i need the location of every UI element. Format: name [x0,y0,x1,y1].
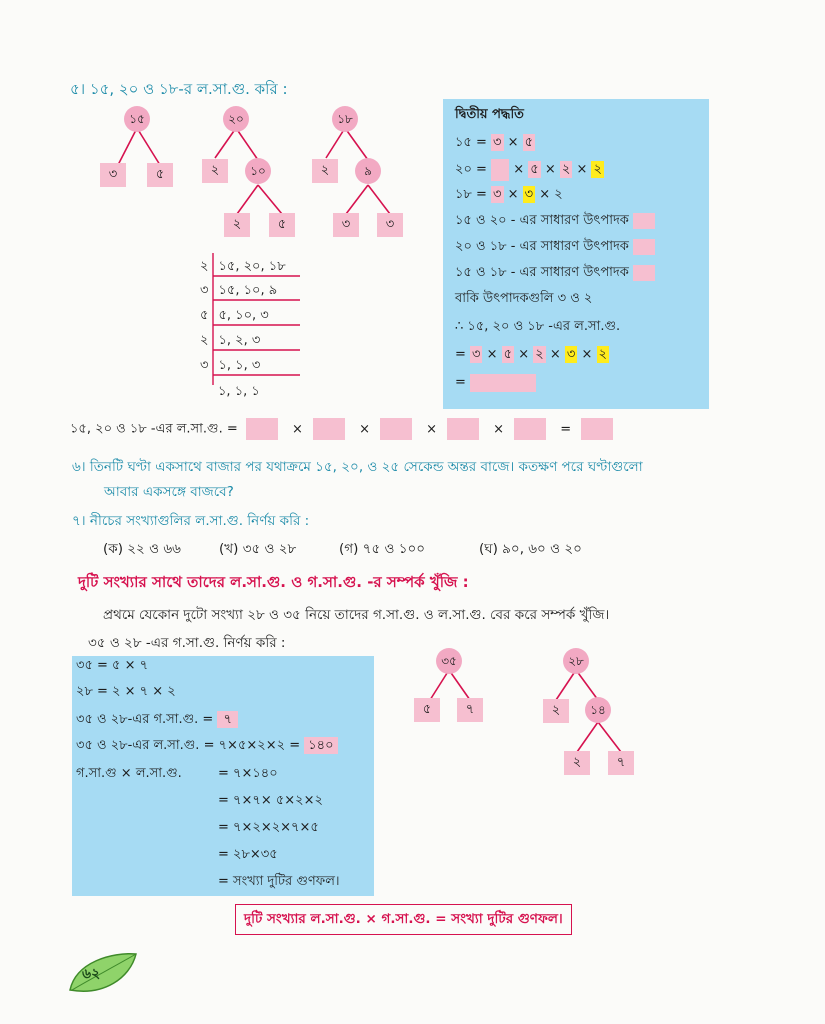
divisor: ২ [200,259,209,274]
answer-box[interactable] [313,418,345,440]
answer-box[interactable] [470,374,536,392]
q7-item: (খ) ৩৫ ও ২৮ [219,541,297,557]
answer-box[interactable] [633,239,655,255]
row-label: ১৫ = [455,135,487,150]
product-step: = ২৮×৩৫ [218,847,278,862]
tree-20-leaf: ২ [224,213,250,237]
common-factor-label: ১৫ ও ২০ - এর সাধারণ উৎপাদক [455,213,629,228]
gcd-value: ৭ [217,711,237,728]
factor: ২ [535,347,544,362]
q7-item: (গ) ৭৫ ও ১০০ [339,541,426,557]
conclusion-box: দুটি সংখ্যার ল.সা.গু. × গ.সা.গু. = সংখ্যা দুটির গুণফল। [235,904,572,935]
divisor: ৩ [200,358,209,373]
tree-18-root: ১৮ [332,106,358,132]
dividend: ১, ১, ১ [218,384,260,399]
answer-box[interactable] [633,213,655,229]
tree-35-leaf: ৭ [457,698,483,722]
dividend: ১৫, ২০, ১৮ [218,259,286,274]
product-step: = ৭×৭× ৫×২×২ [218,793,323,808]
factor: ৩ [472,347,481,362]
row-label: ১৮ = [455,187,487,202]
question-6-line1: ৬। তিনটি ঘণ্টা একসাথে বাজার পর যথাক্রমে ১৫, ২০, ও ২৫ সেকেন্ড অন্তর বাজে। কতক্ষণ পরে ঘণ্টাগুলো [72,459,643,475]
divisor: ৩ [200,283,209,298]
tree-20-left: ২ [202,159,228,183]
q7-item: (ক) ২২ ও ৬৬ [103,541,181,557]
row-label: ২০ = [455,162,487,177]
tree-28-left: ২ [543,699,569,723]
tree-18-left: ২ [312,159,338,183]
tree-28-root: ২৮ [563,648,589,674]
factor: ৩ [524,187,534,202]
dividend: ৫, ১০, ৩ [218,308,269,323]
divisor: ২ [200,333,209,348]
tree-28-leaf: ৭ [608,751,634,775]
factor: ৫ [503,347,513,362]
section-heading: দুটি সংখ্যার সাথে তাদের ল.সা.গু. ও গ.সা.গু. -র সম্পর্ক খুঁজি : [78,573,469,591]
tree-18-leaf: ৩ [333,213,359,237]
answer-box[interactable] [447,418,479,440]
therefore-line: ∴ ১৫, ২০ ও ১৮ -এর ল.সা.গু. [455,319,621,334]
dividend: ১৫, ১০, ৯ [218,283,278,298]
answer-box[interactable] [246,418,278,440]
gcd-lcm-panel [72,656,374,896]
section-intro: প্রথমে যেকোন দুটো সংখ্যা ২৮ ও ৩৫ নিয়ে তাদের গ.সা.গু. ও ল.সা.গু. বের করে সম্পর্ক খুঁজি। [103,607,610,623]
factor: ২ [554,187,563,202]
product-step: = সংখ্যা দুটির গুণফল। [218,874,340,889]
tree-20-node: ১০ [245,158,271,184]
product-step: = ৭×১৪০ [218,766,278,781]
leaf-icon [66,948,146,998]
common-factor-label: ২০ ও ১৮ - এর সাধারণ উৎপাদক [455,239,629,254]
lcm-fill-line: ১৫, ২০ ও ১৮ -এর ল.সা.গু. = × × × × = [70,418,613,441]
answer-box[interactable] [633,265,655,281]
question-6-line2: আবার একসঙ্গে বাজবে? [104,484,234,500]
tree-35-root: ৩৫ [436,648,462,674]
factorization-28: ২৮ = ২ × ৭ × ২ [76,684,176,699]
divisor: ৫ [200,308,209,323]
tree-15-root: ১৫ [124,106,150,132]
tree-20-leaf: ৫ [269,213,295,237]
gcd-label: ৩৫ ও ২৮-এর গ.সা.গু. = [76,712,214,727]
tree-15-leaf: ৩ [100,163,126,187]
factor: ৩ [566,347,576,362]
lcm-label: ১৫, ২০ ও ১৮ -এর ল.সা.গু. = [70,421,238,437]
tree-35-leaf: ৫ [414,698,440,722]
tree-28-leaf: ২ [564,751,590,775]
tree-15-leaf: ৫ [147,163,173,187]
factorization-35: ৩৫ = ৫ × ৭ [76,658,149,673]
factor: ৩ [493,135,502,150]
answer-box[interactable] [514,418,546,440]
factor: ৩ [493,187,502,202]
question-7-title: ৭। নীচের সংখ্যাগুলির ল.সা.গু. নির্ণয় করি : [72,513,310,529]
second-method-title: দ্বিতীয় পদ্ধতি [455,107,524,122]
common-factor-label: ১৫ ও ১৮ - এর সাধারণ উৎপাদক [455,265,629,280]
factor: ২ [593,162,602,177]
dividend: ১, ২, ৩ [218,333,261,348]
q7-item: (ঘ) ৯০, ৬০ ও ২০ [479,541,582,557]
dividend: ১, ১, ৩ [218,358,261,373]
factor: ২ [598,347,607,362]
question-5-title: ৫। ১৫, ২০ ও ১৮-র ল.সা.গু. করি : [70,80,288,98]
product-step: = ৭×২×২×৭×৫ [218,820,319,835]
page-number: ৬২ [82,966,101,982]
lcm-value: ১৪০ [304,737,337,754]
second-method-panel: দ্বিতীয় পদ্ধতি ১৫ = ৩ × ৫ ২০ = × ৫ × ২ × ২ ১৮ = ৩ × ৩ × ২ ১৫ ও ২০ - এর সাধারণ উৎপাদক ২০ ও ১৮ - এর সাধারণ উৎপাদক ১৫ ও ১৮ - এর সাধারণ উৎপাদক বাকি উৎপাদকগুলি ৩ ও ২ ∴ ১৫, ২০ ও ১৮ -এর ল.সা.গু. = ৩ × ৫ × ২ × ৩ × ২ = [443,99,709,409]
tree-28-node: ১৪ [585,697,611,723]
factor: ৫ [530,162,539,177]
product-label: গ.সা.গু × ল.সা.গু. [76,766,182,781]
answer-box[interactable] [380,418,412,440]
tree-20-root: ২০ [223,106,249,132]
remaining-factors: বাকি উৎপাদকগুলি ৩ ও ২ [455,291,593,306]
answer-box[interactable] [581,418,613,440]
factor: ৫ [524,135,534,150]
factor: ২ [561,162,571,177]
lcm-label: ৩৫ ও ২৮-এর ল.সা.গু. = ৭×৫×২×২ = [76,738,301,753]
gcd-subheading: ৩৫ ও ২৮ -এর গ.সা.গু. নির্ণয় করি : [88,635,286,651]
tree-18-node: ৯ [355,158,381,184]
tree-18-leaf: ৩ [377,213,403,237]
